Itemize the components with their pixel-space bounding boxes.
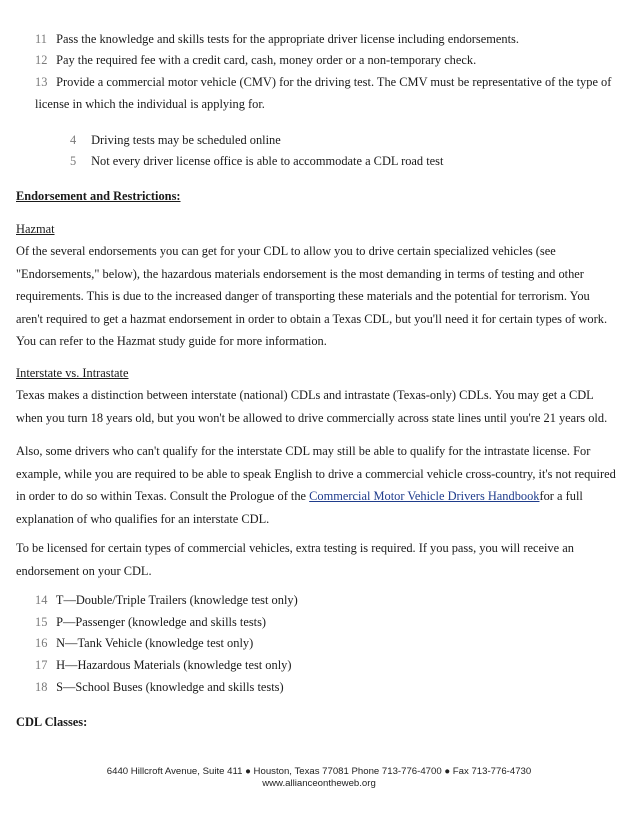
list-item xyxy=(70,154,443,169)
list-item xyxy=(35,636,253,651)
list-item xyxy=(35,658,291,673)
paragraph-line: endorsement on your CDL. xyxy=(16,563,152,578)
list-text: N—Tank Vehicle (knowledge test only) xyxy=(56,636,254,650)
list-text: Driving tests may be scheduled online xyxy=(91,133,281,147)
section-heading: Endorsement and Restrictions: xyxy=(16,189,181,203)
paragraph-line xyxy=(16,489,583,503)
list-number: 17 xyxy=(35,658,48,672)
section-heading: CDL Classes: xyxy=(16,715,88,729)
list-text: P—Passenger (knowledge and skills tests) xyxy=(56,615,267,629)
interstate-paragraph-2 xyxy=(16,440,622,530)
list-number: 12 xyxy=(35,53,48,67)
list-item-continuation: license in which the individual is applying for. xyxy=(35,97,265,111)
paragraph-line: Of the several endorsements you can get for your CDL to allow you to drive certain specialized vehicles (see xyxy=(16,244,556,258)
list-number: 15 xyxy=(35,615,48,629)
footer-website: www.allianceontheweb.org xyxy=(262,778,376,789)
list-text: T—Double/Triple Trailers (knowledge test only) xyxy=(55,593,298,607)
paragraph-line: Also, some drivers who can't qualify for the interstate CDL may still be able to qualify for the intrastate license. For xyxy=(16,444,591,458)
list-item xyxy=(35,680,284,695)
paragraph-line: You can refer to the Hazmat study guide for more information. xyxy=(16,334,327,348)
list-text: Pay the required fee with a credit card, cash, money order or a non-temporary check. xyxy=(56,53,477,67)
paragraph-text: for a full xyxy=(539,489,583,503)
paragraph-line: "Endorsements," below), the hazardous materials endorsement is the most demanding in terms of testing and other xyxy=(16,266,584,281)
list-item xyxy=(70,133,281,148)
paragraph-line: example, while you are required to be able to speak English to drive a commercial vehicle cross-country, it's not required xyxy=(16,466,616,481)
list-item xyxy=(35,53,476,68)
hazmat-paragraph xyxy=(16,240,622,353)
list-text: Not every driver license office is able to accommodate a CDL road test xyxy=(91,154,444,168)
list-number: 18 xyxy=(35,680,48,694)
list-number: 13 xyxy=(35,75,48,89)
subsection-heading: Hazmat xyxy=(16,222,55,236)
list-number: 4 xyxy=(70,133,77,147)
paragraph-text: in order to do so within Texas. Consult the Prologue of the xyxy=(16,489,310,503)
list-number: 16 xyxy=(35,636,48,650)
subsection-heading: Interstate vs. Intrastate xyxy=(16,366,129,380)
list-number: 11 xyxy=(35,32,47,46)
paragraph-line: requirements. This is due to the increased danger of transporting these materials and the potential for terrorism. You xyxy=(16,289,590,303)
list-number: 5 xyxy=(70,154,77,168)
interstate-paragraph-1 xyxy=(16,384,622,429)
paragraph-line: explanation of who qualifies for an interstate CDL. xyxy=(16,511,270,526)
footer xyxy=(0,766,638,790)
list-text: H—Hazardous Materials (knowledge test only) xyxy=(56,658,292,672)
list-item xyxy=(35,615,266,630)
paragraph-line: aren't required to get a hazmat endorsement in order to obtain a Texas CDL, but you'll need it for certain types of work. xyxy=(16,311,608,326)
paragraph-line: To be licensed for certain types of commercial vehicles, extra testing is required. If you pass, you will receive an xyxy=(16,541,574,555)
footer-address: 6440 Hillcroft Avenue, Suite 411 ● Houston, Texas 77081 Phone 713-776-4700 ● Fax 713-776-4730 xyxy=(106,766,532,777)
list-number: 14 xyxy=(35,593,48,607)
list-text: Provide a commercial motor vehicle (CMV) for the driving test. The CMV must be representative of the type of xyxy=(56,75,612,89)
list-item xyxy=(35,75,611,90)
licensing-paragraph xyxy=(16,537,622,582)
list-item xyxy=(35,32,519,47)
handbook-link[interactable]: Commercial Motor Vehicle Drivers Handbook xyxy=(309,489,540,503)
list-item xyxy=(35,593,298,608)
paragraph-line: Texas makes a distinction between interstate (national) CDLs and intrastate (Texas-only) CDLs. You may get a CDL xyxy=(16,388,594,402)
list-text: S—School Buses (knowledge and skills tests) xyxy=(56,680,284,694)
paragraph-line: when you turn 18 years old, but you won't be allowed to drive commercially across state lines until you're 21 years old. xyxy=(16,410,608,425)
list-text: Pass the knowledge and skills tests for the appropriate driver license including endorsements. xyxy=(56,32,519,46)
